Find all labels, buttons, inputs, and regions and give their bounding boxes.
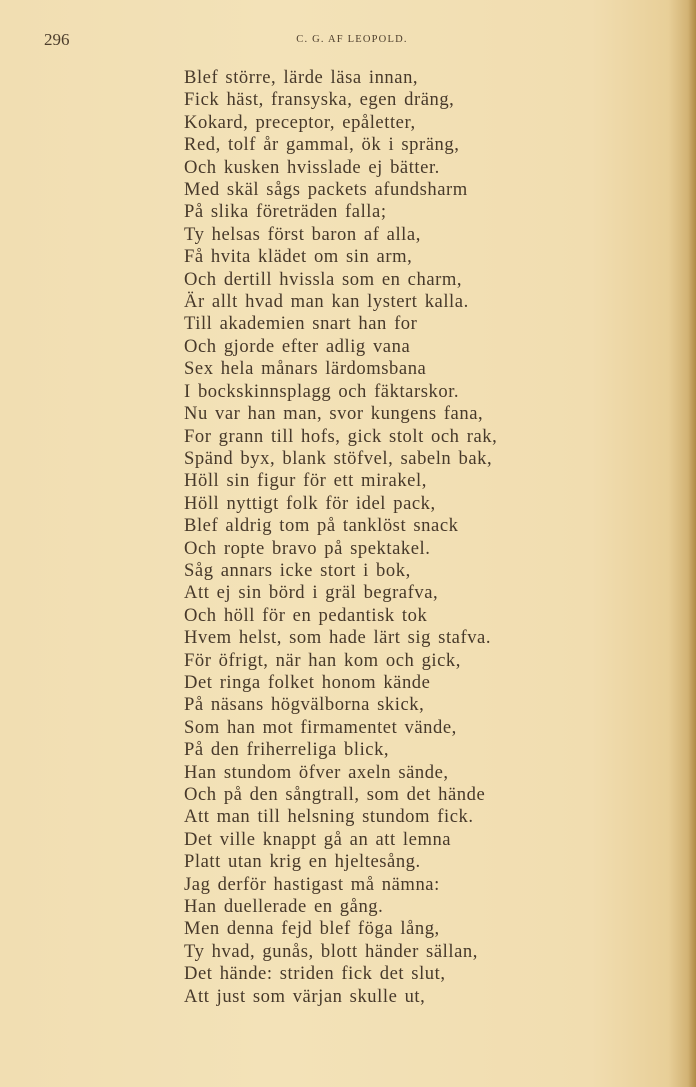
- poem-line: Med skäl sågs packets afundsharm: [184, 179, 468, 201]
- poem-line: Kokard, preceptor, epåletter,: [184, 111, 416, 133]
- poem-line: Som han mot firmamentet vände,: [184, 716, 457, 738]
- poem-line: I bockskinnsplagg och fäktarskor.: [184, 380, 460, 402]
- poem-line: Blef större, lärde läsa innan,: [184, 67, 419, 88]
- poem-line: Jag derför hastigast må nämna:: [184, 873, 440, 895]
- poem-line: Men denna fejd blef föga lång,: [184, 918, 440, 940]
- poem-line: Platt utan krig en hjeltesång.: [184, 851, 421, 873]
- poem-text: [184, 67, 497, 1008]
- poem-line: Spänd byx, blank stöfvel, sabeln bak,: [184, 447, 493, 469]
- poem-line: Han duellerade en gång.: [184, 896, 384, 918]
- poem-line: Ty hvad, gunås, blott händer sällan,: [184, 940, 478, 962]
- poem-line: Och ropte bravo på spektakel.: [184, 537, 431, 559]
- poem-line: Och gjorde efter adlig vana: [184, 335, 411, 357]
- poem-line: Han stundom öfver axeln sände,: [184, 761, 449, 783]
- poem-line: Höll sin figur för ett mirakel,: [184, 470, 427, 492]
- poem-line: Att man till helsning stundom fick.: [184, 806, 474, 828]
- poem-line: Sex hela månars lärdomsbana: [184, 358, 427, 380]
- poem-line: Och höll för en pedantisk tok: [184, 604, 428, 626]
- poem-line: På näsans högvälborna skick,: [184, 694, 425, 716]
- poem-line: För öfrigt, när han kom och gick,: [184, 649, 461, 671]
- poem-line: Få hvita klädet om sin arm,: [184, 246, 413, 268]
- poem-line: Höll nyttigt folk för idel pack,: [184, 492, 436, 514]
- poem-line: Det hände: striden fick det slut,: [184, 963, 446, 985]
- poem-line: Och dertill hvissla som en charm,: [184, 268, 463, 290]
- poem-line: På den friherreliga blick,: [184, 739, 390, 761]
- poem-line: Red, tolf år gammal, ök i spräng,: [184, 134, 460, 156]
- poem-line: Ty helsas först baron af alla,: [184, 223, 421, 245]
- poem-line: Och på den sångtrall, som det hände: [184, 784, 486, 805]
- poem-line: Nu var han man, svor kungens fana,: [184, 403, 484, 425]
- poem-line: Att just som värjan skulle ut,: [184, 985, 426, 1007]
- poem-line: Hvem helst, som hade lärt sig stafva.: [184, 627, 492, 649]
- poem-line: På slika företräden falla;: [184, 201, 387, 223]
- page-number: 296: [44, 30, 70, 49]
- poem-line: Är allt hvad man kan lystert kalla.: [184, 291, 469, 313]
- poem-line: Att ej sin börd i gräl begrafva,: [184, 582, 439, 604]
- poem-line: Fick häst, fransyska, egen dräng,: [184, 89, 455, 111]
- poem-line: Till akademien snart han for: [184, 313, 418, 335]
- running-header: C. G. AF LEOPOLD.: [296, 34, 408, 45]
- poem-line: Såg annars icke stort i bok,: [184, 559, 411, 581]
- poem-line: Det ringa folket honom kände: [184, 671, 431, 693]
- poem-line: Blef aldrig tom på tanklöst snack: [184, 515, 459, 537]
- poem-line: Det ville knappt gå an att lemna: [184, 828, 452, 850]
- page-edge-shadow: [688, 0, 696, 1087]
- poem-line: Och kusken hvisslade ej bätter.: [184, 156, 440, 178]
- poem-line: For grann till hofs, gick stolt och rak,: [184, 425, 498, 447]
